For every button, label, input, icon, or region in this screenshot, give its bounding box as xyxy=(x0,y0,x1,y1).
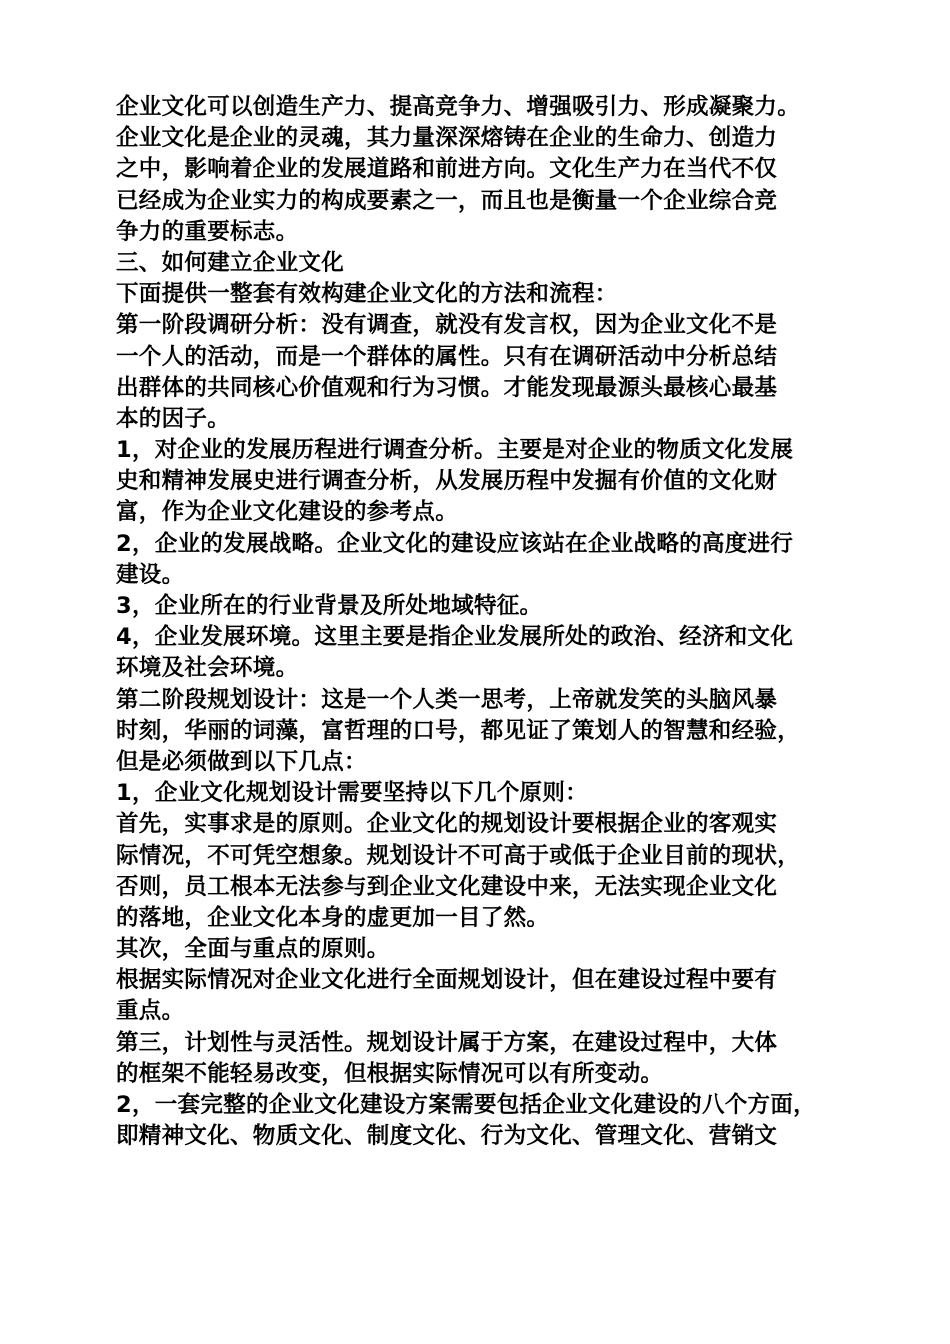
text-line: 否则，员工根本无法参与到企业文化建设中来，无法实现企业文化 xyxy=(116,873,778,900)
text-line: 4，企业发展环境。这里主要是指企业发展所处的政治、经济和文化 xyxy=(116,624,794,651)
text-line: 企业文化是企业的灵魂，其力量深深熔铸在企业的生命力、创造力 xyxy=(116,125,778,152)
text-line: 已经成为企业实力的构成要素之一，而且也是衡量一个企业综合竞 xyxy=(116,187,778,214)
text-line: 重点。 xyxy=(116,998,185,1025)
text-line: 争力的重要标志。 xyxy=(116,218,299,245)
text-line: 即精神文化、物质文化、制度文化、行为文化、管理文化、营销文 xyxy=(116,1123,778,1150)
text-line: 第二阶段规划设计：这是一个人类一思考，上帝就发笑的头脑风暴 xyxy=(116,686,778,713)
text-line: 根据实际情况对企业文化进行全面规划设计，但在建设过程中要有 xyxy=(116,967,778,994)
text-line: 第一阶段调研分析：没有调查，就没有发言权，因为企业文化不是 xyxy=(116,312,778,339)
text-line: 首先，实事求是的原则。企业文化的规划设计要根据企业的客观实 xyxy=(116,811,778,838)
text-line: 的框架不能轻易改变，但根据实际情况可以有所变动。 xyxy=(116,1060,664,1087)
text-line: 之中，影响着企业的发展道路和前进方向。文化生产力在当代不仅 xyxy=(116,156,778,183)
text-line: 时刻，华丽的词藻，富哲理的口号，都见证了策划人的智慧和经验， xyxy=(116,717,801,744)
text-line: 富，作为企业文化建设的参考点。 xyxy=(116,499,459,526)
text-line: 第三，计划性与灵活性。规划设计属于方案，在建设过程中，大体 xyxy=(116,1029,778,1056)
text-line: 一个人的活动，而是一个群体的属性。只有在调研活动中分析总结 xyxy=(116,343,778,370)
text-line: 1，企业文化规划设计需要坚持以下几个原则： xyxy=(116,780,588,807)
text-line: 环境及社会环境。 xyxy=(116,655,299,682)
text-line: 其次，全面与重点的原则。 xyxy=(116,936,390,963)
text-line: 际情况，不可凭空想象。规划设计不可高于或低于企业目前的现状， xyxy=(116,842,801,869)
text-line: 本的因子。 xyxy=(116,405,231,432)
text-line: 建设。 xyxy=(116,561,185,588)
text-line: 史和精神发展史进行调查分析，从发展历程中发掘有价值的文化财 xyxy=(116,468,778,495)
text-line: 但是必须做到以下几点： xyxy=(116,748,367,775)
text-line: 出群体的共同核心价值观和行为习惯。才能发现最源头最核心最基 xyxy=(116,374,778,401)
text-line: 企业文化可以创造生产力、提高竞争力、增强吸引力、形成凝聚力。 xyxy=(116,94,801,120)
body-text xyxy=(116,92,856,1152)
text-line: 的落地，企业文化本身的虚更加一目了然。 xyxy=(116,904,550,931)
text-line: 1，对企业的发展历程进行调查分析。主要是对企业的物质文化发展 xyxy=(116,437,794,464)
text-line: 3，企业所在的行业背景及所处地域特征。 xyxy=(116,593,543,619)
text-line: 2，一套完整的企业文化建设方案需要包括企业文化建设的八个方面， xyxy=(116,1092,816,1118)
section-heading: 三、如何建立企业文化 xyxy=(116,249,345,276)
text-line: 2，企业的发展战略。企业文化的建设应该站在企业战略的高度进行 xyxy=(116,530,794,557)
text-line: 下面提供一整套有效构建企业文化的方法和流程： xyxy=(116,281,618,308)
